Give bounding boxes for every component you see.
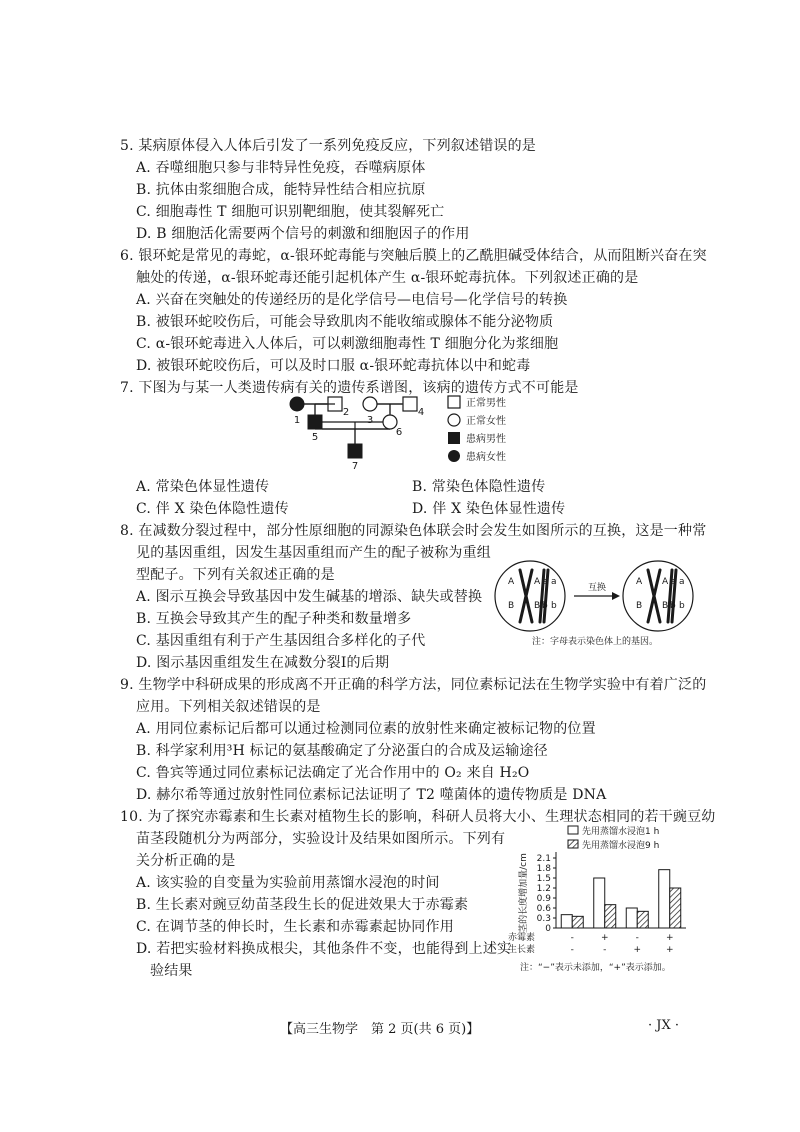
- q8-option-d: D. 图示基因重组发生在减数分裂Ⅰ的后期: [136, 655, 390, 671]
- chart-gibberellin-mark-3: -: [635, 933, 639, 943]
- q10-option-d-cont: 验结果: [150, 963, 193, 979]
- chart-bar-9h-4: [670, 888, 681, 928]
- q5-option-c: C. 细胞毒性 T 细胞可识别靶细胞，使其裂解死亡: [136, 204, 445, 220]
- pedigree-label-5: 5: [311, 432, 319, 443]
- legend-affected-male-icon: [448, 432, 460, 444]
- gene-right-8: b: [679, 601, 685, 611]
- gene-right-5: B: [636, 601, 643, 611]
- q7-option-b: B. 常染色体隐性遗传: [412, 479, 546, 495]
- q10-stem-2: 苗茎段随机分为两部分，实验设计及结果如图所示。下列有: [136, 831, 506, 847]
- legend-normal-male: 正常男性: [466, 398, 506, 409]
- chart-bar-9h-2: [605, 905, 616, 928]
- q8-stem-1: 8. 在减数分裂过程中，部分性原细胞的同源染色体联会时会发生如图所示的互换，这是一种常: [120, 523, 707, 539]
- q8-stem-3: 型配子。下列有关叙述正确的是: [136, 567, 335, 583]
- q9-stem-1: 9. 生物学中科研成果的形成离不开正确的科学方法，同位素标记法在生物学实验中有着广泛的: [120, 677, 707, 693]
- gene-right-2: A: [662, 577, 669, 587]
- chart-y-tick-label: 1.5: [536, 874, 551, 884]
- q6-option-a: A. 兴奋在突触处的传递经历的是化学信号—电信号—化学信号的转换: [136, 292, 568, 308]
- q8-stem-2: 见的基因重组，因发生基因重组而产生的配子被称为重组: [136, 545, 491, 561]
- chart-y-tick-label: 2.1: [536, 854, 551, 864]
- legend-normal-female: 正常女性: [466, 416, 506, 427]
- q7-option-c: C. 伴 X 染色体隐性遗传: [136, 501, 289, 517]
- chart-legend-9h: 先用蒸馏水浸泡9 h: [582, 841, 660, 851]
- gene-right-6: B: [662, 601, 669, 611]
- q9-option-d: D. 赫尔希等通过放射性同位素标记法证明了 T2 噬菌体的遗传物质是 DNA: [136, 787, 607, 803]
- q8-option-a: A. 图示互换会导致基因中发生碱基的增添、缺失或替换: [136, 589, 483, 605]
- chart-note: 注：“−”表示未添加，“+”表示添加。: [520, 963, 671, 973]
- q9-option-a: A. 用同位素标记后都可以通过检测同位素的放射性来确定被标记物的位置: [136, 721, 596, 737]
- q7-stem: 7. 下图为与某一人类遗传病有关的遗传系谱图，该病的遗传方式不可能是: [120, 380, 579, 396]
- legend-affected-female: 患病女性: [466, 452, 506, 463]
- chart-y-tick-label: 1.2: [536, 884, 551, 894]
- gene-right-7: b: [670, 601, 676, 611]
- crossover-arrow-label: 互换: [587, 583, 607, 593]
- chart-row-label-auxin: 生长素: [508, 945, 536, 955]
- gene-left-2: A: [534, 577, 541, 587]
- q10-option-c: C. 在调节茎的伸长时，生长素和赤霉素起协同作用: [136, 919, 454, 935]
- chart-bar-1h-2: [594, 878, 605, 928]
- pedigree-label-6: 6: [395, 427, 403, 438]
- pedigree-label-2: 2: [342, 407, 350, 418]
- chart-auxin-mark-3: +: [633, 945, 642, 955]
- pedigree-individual-3: [363, 397, 377, 411]
- chart-y-tick-label: 0: [545, 924, 551, 934]
- chart-y-tick-label: 1.8: [536, 864, 551, 874]
- pedigree-label-1: 1: [293, 415, 301, 426]
- q8-figure-note: 注：字母表示染色体上的基因。: [532, 637, 659, 647]
- q7-option-a: A. 常染色体显性遗传: [136, 479, 270, 495]
- pedigree-label-4: 4: [417, 407, 425, 418]
- gene-right-1: A: [636, 577, 643, 587]
- q9-option-b: B. 科学家利用³H 标记的氨基酸确定了分泌蛋白的合成及运输途径: [136, 743, 548, 759]
- q10-option-a: A. 该实验的自变量为实验前用蒸馏水浸泡的时间: [136, 875, 440, 891]
- chart-y-tick-label: 0.6: [536, 904, 551, 914]
- legend-normal-female-icon: [448, 414, 460, 426]
- q5-option-b: B. 抗体由浆细胞合成，能特异性结合相应抗原: [136, 182, 426, 198]
- q10-bar-chart: [500, 818, 700, 976]
- q10-option-d: D. 若把实验材料换成根尖，其他条件不变，也能得到上述实: [136, 941, 512, 957]
- pedigree-label-3: 3: [366, 415, 374, 426]
- chart-bar-9h-3: [637, 911, 648, 928]
- gene-left-5: B: [508, 601, 515, 611]
- legend-affected-female-icon: [448, 450, 460, 462]
- chart-gibberellin-mark-2: +: [600, 933, 609, 943]
- q7-pedigree-chart: [280, 392, 580, 472]
- q9-option-c: C. 鲁宾等通过同位素标记法确定了光合作用中的 O₂ 来自 H₂O: [136, 765, 530, 781]
- chart-legend-9h-swatch: [568, 840, 578, 848]
- chart-legend-1h: 先用蒸馏水浸泡1 h: [582, 827, 660, 837]
- q6-stem-1: 6. 银环蛇是常见的毒蛇，α-银环蛇毒能与突触后膜上的乙酰胆碱受体结合，从而阻断兴奋在突: [120, 248, 707, 264]
- q8-option-c: C. 基因重组有利于产生基因组合多样化的子代: [136, 633, 426, 649]
- chart-gibberellin-mark-1: -: [570, 933, 574, 943]
- q8-option-b: B. 互换会导致其产生的配子种类和数量增多: [136, 611, 412, 627]
- q6-stem-2: 触处的传递，α-银环蛇毒还能引起机体产生 α-银环蛇毒抗体。下列叙述正确的是: [136, 270, 639, 286]
- chart-bar-1h-1: [561, 915, 572, 928]
- gene-left-3: a: [542, 577, 548, 587]
- q9-stem-2: 应用。下列相关叙述错误的是: [136, 699, 321, 715]
- cell-before: [495, 561, 565, 631]
- chart-y-tick-label: 0.9: [536, 894, 551, 904]
- q6-option-d: D. 被银环蛇咬伤后，可以及时口服 α-银环蛇毒抗体以中和蛇毒: [136, 358, 531, 374]
- gene-left-6: B: [534, 601, 541, 611]
- q10-option-b: B. 生长素对豌豆幼苗茎段生长的促进效果大于赤霉素: [136, 897, 469, 913]
- footer-code: · JX ·: [648, 1018, 679, 1033]
- chart-row-label-gibberellin: 赤霉素: [508, 933, 536, 943]
- gene-right-4: a: [679, 577, 685, 587]
- pedigree-individual-7: [348, 444, 362, 458]
- q5-option-d: D. B 细胞活化需要两个信号的刺激和细胞因子的作用: [136, 226, 470, 242]
- cell-after: [623, 561, 693, 631]
- pedigree-label-7: 7: [351, 461, 359, 472]
- chart-y-tick-label: 0.3: [536, 914, 551, 924]
- gene-left-1: A: [508, 577, 515, 587]
- footer-page-info: 【高三生物学 第 2 页(共 6 页)】: [280, 1022, 480, 1037]
- chart-auxin-mark-2: -: [603, 945, 607, 955]
- pedigree-individual-4: [403, 397, 417, 411]
- chart-gibberellin-mark-4: +: [665, 933, 674, 943]
- pedigree-individual-5: [308, 415, 322, 429]
- q7-option-d: D. 伴 X 染色体显性遗传: [412, 501, 566, 517]
- q6-option-b: B. 被银环蛇咬伤后，可能会导致肌肉不能收缩或腺体不能分泌物质: [136, 314, 554, 330]
- gene-left-8: b: [551, 601, 557, 611]
- q10-stem-3: 关分析正确的是: [136, 853, 236, 869]
- q6-option-c: C. α-银环蛇毒进入人体后，可以刺激细胞毒性 T 细胞分化为浆细胞: [136, 336, 559, 352]
- crossover-arrow-icon: [612, 592, 620, 600]
- gene-left-7: b: [542, 601, 548, 611]
- q5-stem: 5. 某病原体侵入人体后引发了一系列免疫反应，下列叙述错误的是: [120, 138, 537, 154]
- legend-affected-male: 患病男性: [466, 434, 506, 445]
- chart-auxin-mark-4: +: [665, 945, 674, 955]
- q8-crossover-figure: [486, 556, 704, 648]
- chart-legend-1h-swatch: [568, 826, 578, 834]
- chart-bar-9h-1: [572, 916, 583, 928]
- gene-left-4: a: [551, 577, 557, 587]
- gene-right-3: a: [670, 577, 676, 587]
- chart-bar-1h-3: [626, 908, 637, 928]
- chart-bar-1h-4: [659, 870, 670, 928]
- legend-normal-male-icon: [448, 396, 460, 408]
- pedigree-individual-1: [290, 397, 304, 411]
- q5-option-a: A. 吞噬细胞只参与非特异性免疫，吞噬病原体: [136, 160, 426, 176]
- chart-auxin-mark-1: -: [570, 945, 574, 955]
- q10-stem-1: 10. 为了探究赤霉素和生长素对植物生长的影响，科研人员将大小、生理状态相同的若干豌豆幼: [120, 809, 716, 825]
- chart-y-label: 茎的长度增加量/cm: [519, 853, 529, 933]
